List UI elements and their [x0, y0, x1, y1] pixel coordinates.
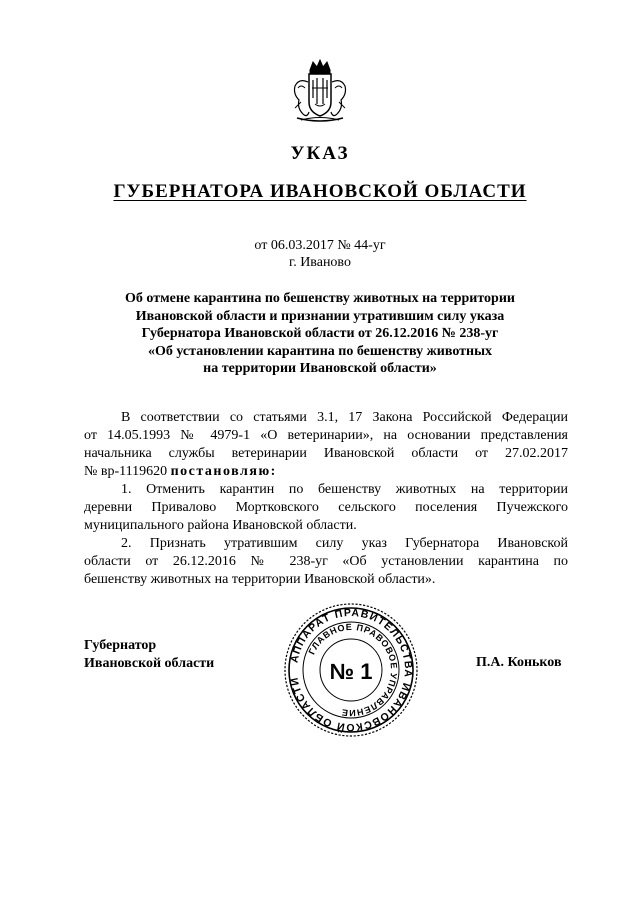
item-2-line: бешенству животных на территории Ивановской области». [84, 572, 436, 587]
stamp-number: № 1 [329, 659, 373, 684]
heading-line: на территории Ивановской области» [203, 361, 437, 376]
heading-line: Об отмене карантина по бешенству животных на территории [125, 291, 515, 306]
decree-word: постановляю [170, 464, 271, 479]
signatory-name: П.А. Коньков [476, 655, 562, 670]
heading-line: Губернатора Ивановской области от 26.12.2016 № 238-уг [141, 326, 499, 341]
document-subtitle-text: ГУБЕРНАТОРА ИВАНОВСКОЙ ОБЛАСТИ [113, 181, 527, 202]
stamp-inner-text: ГЛАВНОЕ ПРАВОВОЕ УПРАВЛЕНИЕ [306, 621, 400, 719]
document-title: УКАЗ [290, 143, 350, 164]
decree-date-number: от 06.03.2017 № 44-уг [254, 238, 386, 253]
body-line: от 14.05.1993 № 4979-1 «О ветеринарии», на основании представления [84, 428, 568, 443]
stamp-outer-text: АППАРАТ ПРАВИТЕЛЬСТВА ИВАНОВСКОЙ ОБЛАСТИ [288, 606, 415, 734]
signatory-position [84, 637, 214, 673]
item-1-line: деревни Привалово Мортковского сельского поселения Пучежского [84, 500, 568, 515]
official-stamp [283, 602, 419, 738]
item-2-line: 2. Признать утратившим силу указ Губернатора Ивановской [121, 536, 568, 551]
heading-line: «Об установлении карантина по бешенству животных [147, 343, 493, 359]
decree-body [84, 409, 568, 589]
signatory-position-line: Губернатор [84, 638, 157, 653]
document-subtitle [0, 181, 640, 203]
reference-number: № вр-1119620 [84, 464, 168, 479]
item-1-line: 1. Отменить карантин по бешенству животных на территории [121, 482, 568, 497]
decree-city: г. Иваново [289, 255, 351, 270]
body-line: начальника службы ветеринарии Ивановской области от 27.02.2017 [84, 446, 568, 461]
body-line [84, 463, 568, 481]
body-line: В соответствии со статьями 3.1, 17 Закона Российской Федерации [121, 410, 568, 425]
coat-of-arms-emblem [289, 58, 351, 124]
heading-line: Ивановской области и признании утратившим силу указа [135, 308, 505, 324]
item-1-line: муниципального района Ивановской области. [84, 518, 357, 533]
decree-heading [84, 290, 556, 378]
decree-colon: : [270, 464, 277, 479]
signatory-position-line: Ивановской области [84, 656, 215, 671]
item-2-line: области от 26.12.2016 № 238-уг «Об установлении карантина по [84, 554, 568, 569]
